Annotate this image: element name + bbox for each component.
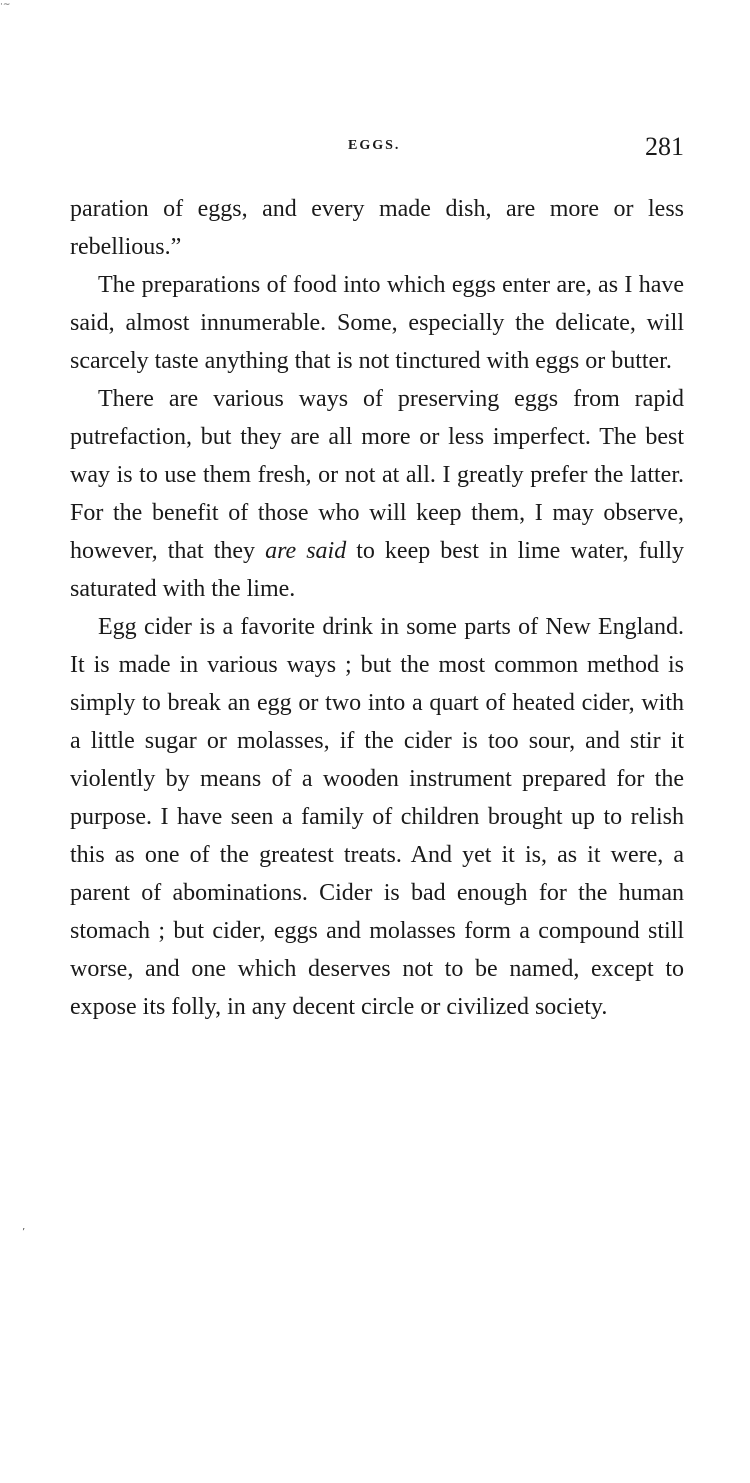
running-head: EGGS. [348,138,401,153]
page-header [70,132,684,172]
emphasis-are-said: are said [265,538,347,564]
paragraph-egg-cider: Egg cider is a favorite drink in some parts of New England. It is made in various ways ; but the most common method is simply to break an egg or two into a quart of heated cider, with a little sugar or molasses, if the cider is too sour, and stir it violently by means of a wooden instrument prepared for the purpose. I have seen a family of children brought up to relish this as one of the greatest treats. And yet it is, as it were, a parent of abominations. Cider is bad enough for the human stomach ; but cider, eggs and molasses form a compound still worse, and one which deserves not to be named, except to expose its folly, in any decent circle or civilized society. [70,614,684,1020]
paragraph-continuation: paration of eggs, and every made dish, are more or less rebellious.” [70,196,684,260]
page-number: 281 [645,132,684,161]
paragraph-preserving-text-end: to keep best in lime water, fully saturated with the lime. [70,538,685,602]
body-text [70,190,684,1026]
margin-speck-icon: ’ [22,1227,26,1238]
paragraph-preserving-text: There are various ways of preserving eggs from rapid putrefaction, but they are all more or less imperfect. The best way is to use them fresh, or not at all. I greatly prefer the latter. For the benefit of those who will keep them, I may observe, however, that they [70,386,684,564]
print-speck-icon: ·~ [0,0,11,10]
paragraph-preserving [70,380,684,608]
paragraph-preparations: The preparations of food into which eggs enter are, as I have said, almost innumerable. Some, especially the delicate, will scarcely taste anything that is not tinctured with eggs or butter. [70,272,684,374]
